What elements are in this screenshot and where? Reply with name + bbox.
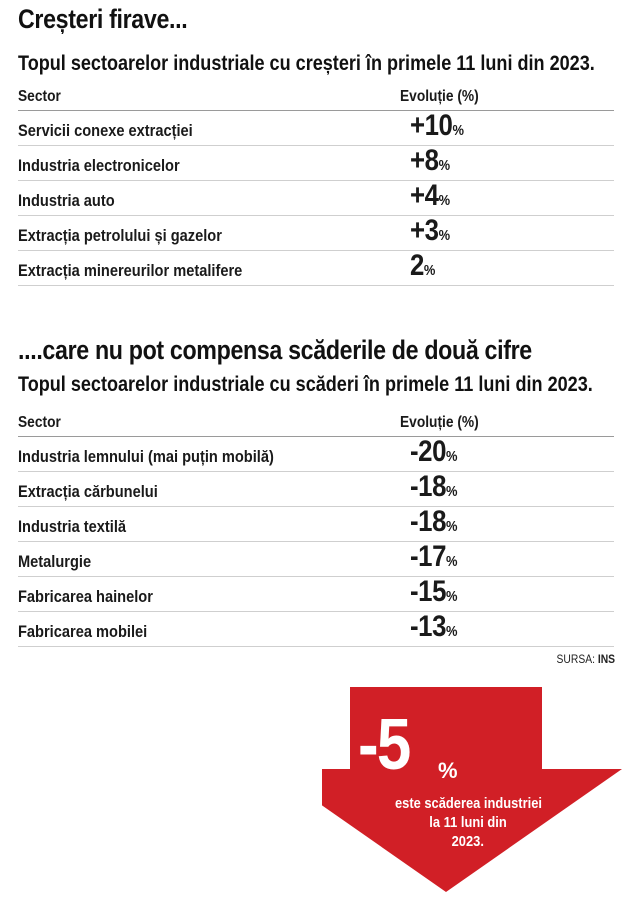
table-row (18, 437, 614, 472)
row-unit: % (445, 483, 458, 500)
table-header (18, 84, 614, 111)
callout-value: -5 (358, 705, 410, 785)
decline-table (18, 410, 614, 647)
table-row (18, 216, 614, 251)
row-unit: % (445, 623, 458, 640)
table-row (18, 472, 614, 507)
row-value: -18 (410, 505, 446, 538)
row-unit: % (445, 588, 458, 605)
table-row (18, 577, 614, 612)
section2-title: ....care nu pot compensa scăderile de două cifre (18, 335, 532, 365)
caption-line-3: 2023. (451, 833, 485, 850)
source-name: INS (597, 652, 615, 666)
row-label: Metalurgie (18, 552, 92, 571)
table-row (18, 181, 614, 216)
row-label: Servicii conexe extracției (18, 121, 193, 140)
header-value: Evoluție (%) (400, 414, 479, 431)
row-value: -13 (410, 610, 446, 643)
growth-table (18, 84, 614, 286)
row-label: Fabricarea mobilei (18, 622, 148, 641)
row-value: -20 (410, 435, 446, 468)
row-label: Industria auto (18, 191, 115, 210)
table-row (18, 542, 614, 577)
table-row (18, 111, 614, 146)
row-value: +8 (410, 144, 439, 177)
caption-line-1: este scăderea industriei (394, 795, 542, 812)
row-label: Extracția cărbunelui (18, 482, 158, 501)
table-header (18, 410, 614, 437)
callout-unit: % (438, 758, 458, 783)
source-prefix: SURSA: (556, 652, 595, 666)
row-value: -15 (410, 575, 446, 608)
source-note (547, 652, 615, 666)
row-value: +10 (410, 109, 453, 142)
row-unit: % (438, 227, 451, 244)
row-value: +3 (410, 214, 439, 247)
row-value: -17 (410, 540, 446, 573)
section1-title: Creșteri firave... (18, 4, 188, 34)
header-sector: Sector (18, 88, 61, 105)
row-label: Extracția minereurilor metalifere (18, 261, 243, 280)
section1-subtitle: Topul sectoarelor industriale cu creșteri în primele 11 luni din 2023. (18, 52, 595, 75)
row-label: Industria lemnului (mai puțin mobilă) (18, 447, 274, 466)
header-value: Evoluție (%) (400, 88, 479, 105)
row-label: Extracția petrolului și gazelor (18, 226, 222, 245)
callout-caption (368, 794, 568, 851)
section2-subtitle: Topul sectoarelor industriale cu scăderi în primele 11 luni din 2023. (18, 373, 593, 396)
row-label: Industria textilă (18, 517, 127, 536)
row-unit: % (423, 262, 436, 279)
row-unit: % (445, 518, 458, 535)
row-unit: % (438, 192, 451, 209)
table-row (18, 146, 614, 181)
row-unit: % (445, 553, 458, 570)
row-unit: % (452, 122, 464, 139)
row-unit: % (445, 448, 458, 465)
caption-line-2: la 11 luni din (429, 814, 507, 831)
table-row (18, 507, 614, 542)
row-label: Industria electronicelor (18, 156, 180, 175)
row-unit: % (438, 157, 451, 174)
row-value: -18 (410, 470, 446, 503)
row-label: Fabricarea hainelor (18, 587, 153, 606)
row-value: +4 (410, 179, 439, 212)
table-row (18, 612, 614, 647)
table-row (18, 251, 614, 286)
row-value: 2 (410, 249, 424, 282)
header-sector: Sector (18, 414, 61, 431)
